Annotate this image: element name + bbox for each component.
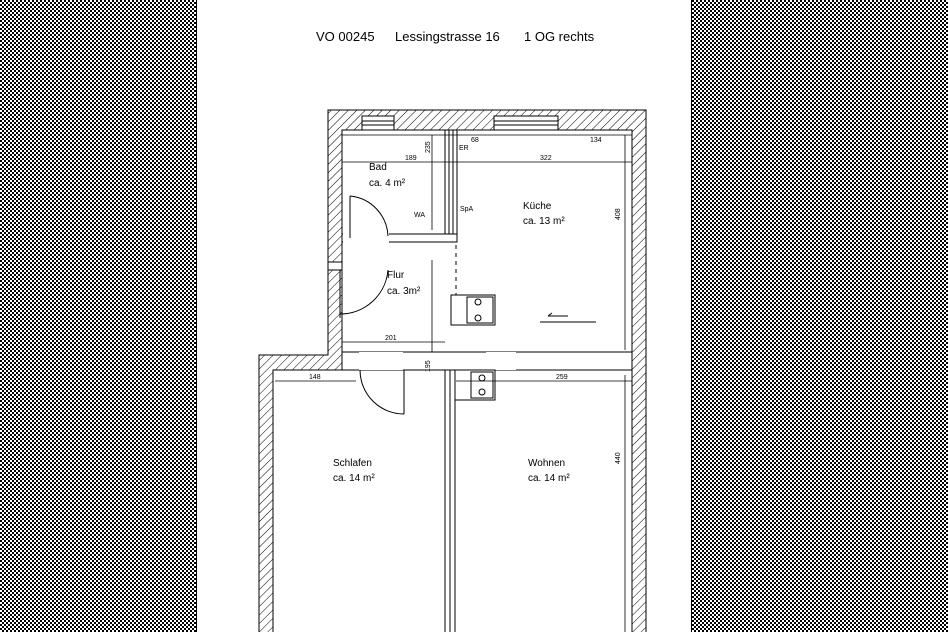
- chimneys: [451, 295, 495, 400]
- dim-bad-height: 235: [425, 141, 432, 153]
- flur-door-swing: [340, 270, 388, 314]
- dim-kitchen-window-left: 68: [471, 137, 479, 144]
- fixture-spa: SpA: [460, 206, 474, 213]
- room-schlafen-name: Schlafen: [333, 458, 372, 469]
- dim-bad-width: 189: [405, 155, 417, 162]
- bad-door-swing: [350, 196, 388, 236]
- room-bad-name: Bad: [369, 162, 387, 173]
- room-bad-area: ca. 4 m²: [369, 178, 406, 189]
- dim-kitchen-height: 408: [615, 208, 622, 220]
- dim-wohnen-height: 440: [615, 452, 622, 464]
- fixture-wa: WA: [414, 212, 426, 219]
- floor-label: 1 OG rechts: [524, 29, 595, 44]
- room-wohnen-area: ca. 14 m²: [528, 473, 570, 484]
- dim-flur-width: 201: [385, 335, 397, 342]
- bad-window: [362, 116, 394, 130]
- room-flur-name: Flur: [387, 270, 405, 281]
- room-schlafen-area: ca. 14 m²: [333, 473, 375, 484]
- kitchen-window: [494, 116, 558, 130]
- fixture-er: ER: [459, 145, 469, 152]
- flur-left-wall: [328, 262, 342, 270]
- kitchen-counter-mark: [540, 313, 596, 322]
- dim-flur-height: 195: [425, 360, 432, 372]
- room-kueche-area: ca. 13 m²: [523, 216, 565, 227]
- room-flur-area: ca. 3m²: [387, 286, 421, 297]
- dim-kitchen-width: 322: [540, 155, 552, 162]
- dim-schlafen-width-top: 148: [309, 374, 321, 381]
- street-address: Lessingstrasse 16: [395, 29, 500, 44]
- schlafen-door-swing: [360, 370, 404, 414]
- object-id: VO 00245: [316, 29, 375, 44]
- dim-wohnen-width-top: 259: [556, 374, 568, 381]
- room-wohnen-name: Wohnen: [528, 458, 566, 469]
- bad-kitchen-wall: [445, 130, 457, 240]
- room-kueche-name: Küche: [523, 201, 552, 212]
- dim-kitchen-window-right: 134: [590, 137, 602, 144]
- fixture-labels: [414, 145, 474, 219]
